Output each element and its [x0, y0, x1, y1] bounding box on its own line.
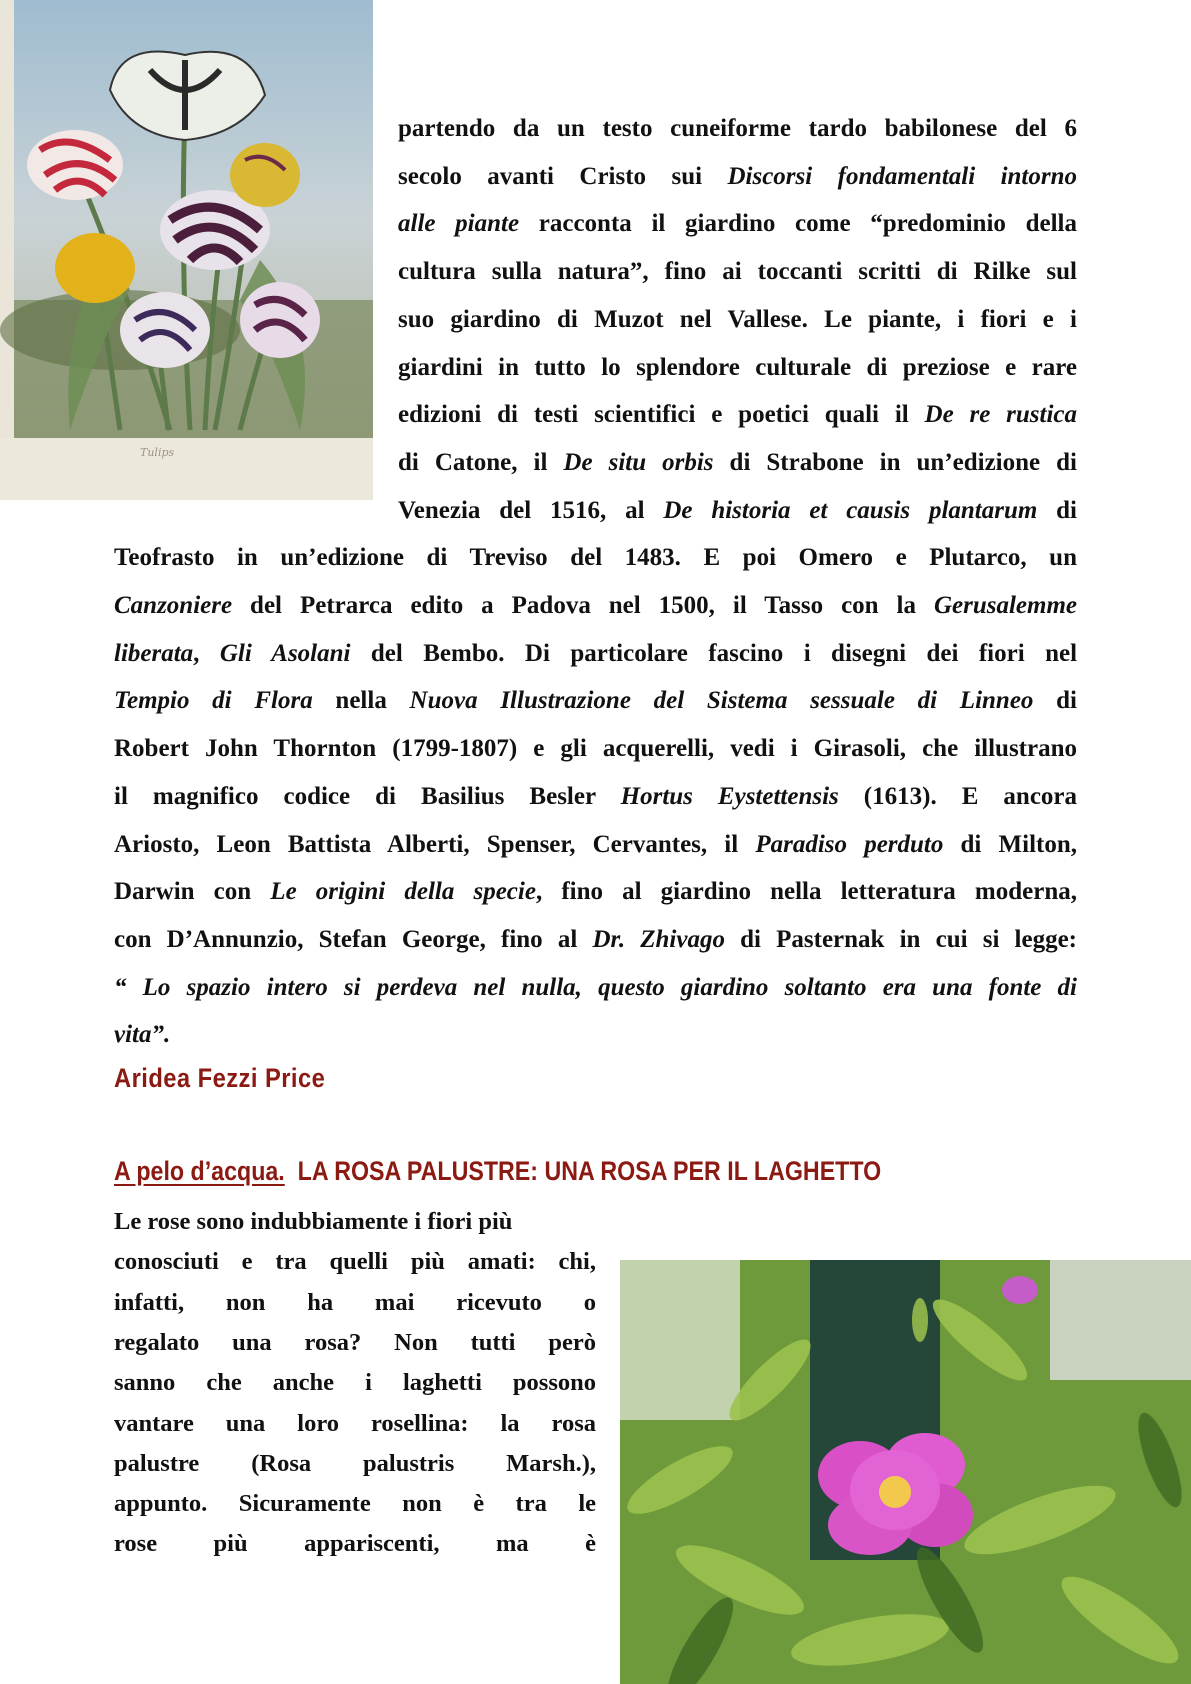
text-run: Darwin con	[114, 878, 271, 906]
article-line	[114, 923, 1077, 957]
text-run: nella	[312, 687, 410, 715]
rose-text-line: appunto. Sicuramente non è tra le	[114, 1490, 596, 1518]
text-run: di	[1033, 687, 1077, 715]
svg-text:Tulips: Tulips	[140, 446, 175, 459]
italic-run: Nuova Illustrazione del Sistema sessuale di Linneo	[409, 687, 1034, 715]
italic-run: De situ orbis	[563, 448, 714, 476]
italic-run: Hortus Eystettensis	[620, 782, 839, 810]
rose-photo-icon	[620, 1260, 1191, 1684]
text-run: edizioni di testi scientifici e poetici quali il	[398, 401, 925, 429]
text-run: suo giardino di Muzot nel Vallese. Le piante, i fiori e i	[398, 305, 1077, 333]
rose-text-line: sanno che anche i laghetti possono	[114, 1369, 596, 1397]
article-line	[114, 828, 1077, 862]
italic-run: Gerusalemme	[933, 592, 1077, 619]
tulip-illustration-icon	[0, 0, 373, 500]
section-kicker: A pelo d’acqua.	[114, 1156, 285, 1186]
text-run: giardini in tutto lo splendore culturale di preziose e rare	[398, 353, 1077, 381]
article-line	[114, 780, 1077, 814]
text-run: (1613). E ancora	[838, 782, 1078, 810]
rose-photo	[620, 1260, 1191, 1684]
text-run: Venezia del 1516, al	[398, 496, 664, 524]
text-run: di Pasternak in cui si legge:	[724, 925, 1078, 953]
text-run: di Milton,	[943, 830, 1078, 858]
article-line	[114, 541, 1077, 575]
text-run: , fino al giardino nella letteratura moderna,	[535, 878, 1078, 906]
text-run: secolo avanti Cristo sui	[398, 162, 728, 190]
article-line	[398, 351, 1077, 385]
section-title: LA ROSA PALUSTRE: UNA ROSA PER IL LAGHETTO	[297, 1156, 882, 1186]
author-byline: Aridea Fezzi Price	[114, 1063, 326, 1093]
article-line	[114, 637, 1077, 671]
rose-text-line: Le rose sono indubbiamente i fiori più	[114, 1208, 513, 1235]
italic-run: Tempio di Flora	[114, 687, 313, 715]
rose-text-line: palustre (Rosa palustris Marsh.),	[114, 1449, 596, 1477]
text-run: Ariosto, Leon Battista Alberti, Spenser, Cervantes, il	[114, 830, 756, 858]
text-run: cultura sulla natura”, fino ai toccanti scritti di Rilke sul	[398, 258, 1077, 286]
article-line	[114, 589, 1077, 623]
text-run: Robert John Thornton (1799-1807) e gli acquerelli, vedi i Girasoli, che illustrano	[114, 735, 1077, 763]
italic-run: “ Lo spazio intero si perdeva nel nulla, questo giardino soltanto era una fonte di	[114, 973, 1077, 1001]
text-run: partendo da un testo cuneiforme tardo babilonese del 6	[398, 115, 1077, 142]
article-line	[398, 207, 1077, 241]
italic-run: Discorsi fondamentali intorno	[727, 162, 1078, 190]
article-line	[398, 255, 1077, 289]
text-run: del Petrarca edito a Padova nel 1500, il Tasso con la	[232, 592, 934, 619]
article-line	[114, 732, 1077, 766]
italic-run: alle piante	[398, 210, 520, 238]
rose-text-line: infatti, non ha mai ricevuto o	[114, 1288, 596, 1316]
italic-run: De historia et causis plantarum	[663, 496, 1038, 524]
rose-text-line: vantare una loro rosellina: la rosa	[114, 1409, 596, 1437]
italic-run: Le origini della specie	[270, 878, 536, 906]
italic-run: Gli Asolani	[219, 639, 351, 667]
article-line	[398, 398, 1077, 432]
text-run: di Strabone in un’edizione di	[713, 448, 1077, 476]
article-line	[114, 875, 1077, 909]
text-run: Teofrasto in un’edizione di Treviso del 1483. E poi Omero e Plutarco, un	[114, 544, 1077, 572]
italic-run: Dr. Zhivago	[592, 925, 725, 953]
italic-run: De re rustica	[924, 401, 1077, 429]
text-run: di	[1037, 496, 1077, 524]
text-run: del Bembo. Di particolare fascino i disegni dei fiori nel	[350, 639, 1078, 667]
text-run: ,	[193, 639, 220, 667]
article-line	[398, 303, 1077, 337]
text-run: il magnifico codice di Basilius Besler	[114, 782, 621, 810]
article-line	[114, 684, 1077, 718]
text-run: con D’Annunzio, Stefan George, fino al	[114, 925, 593, 953]
italic-run: Canzoniere	[114, 592, 233, 619]
rose-text-line: rose più appariscenti, ma è	[114, 1530, 596, 1558]
article-line	[398, 160, 1077, 194]
tulip-illustration	[0, 0, 373, 500]
article-line	[114, 1018, 1077, 1052]
article-line	[398, 446, 1077, 480]
italic-run: liberata	[114, 639, 194, 667]
text-run: di Catone, il	[398, 448, 564, 476]
italic-run: Paradiso perduto	[755, 830, 944, 858]
rose-text-line: conosciuti e tra quelli più amati: chi,	[114, 1248, 596, 1276]
section-heading	[114, 1153, 881, 1189]
article-line	[398, 494, 1077, 528]
text-run: racconta il giardino come “predominio della	[519, 210, 1077, 238]
article-line	[398, 112, 1077, 146]
article-line	[114, 971, 1077, 1005]
italic-run: vita”.	[114, 1021, 171, 1049]
rose-text-line: regalato una rosa? Non tutti però	[114, 1328, 596, 1356]
